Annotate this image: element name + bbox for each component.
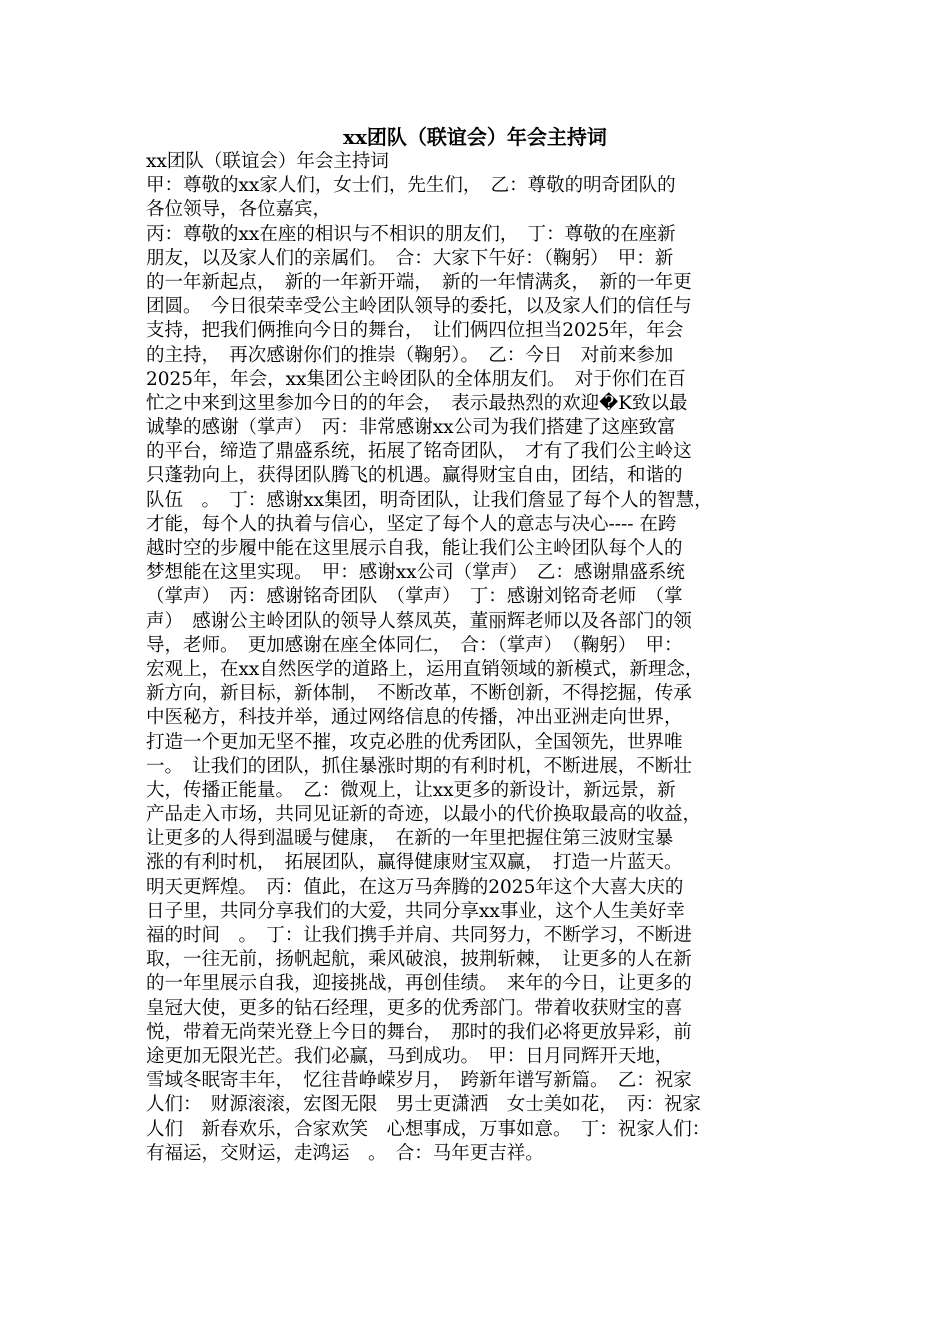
body-text-line: 队伍 。 丁：感谢xx集团，明奇团队，让我们詹显了每个人的智慧， [146, 489, 713, 511]
body-text-line: 人们： 财源滚滚，宏图无限 男士更潇洒 女士美如花， 丙：祝家 [146, 1094, 702, 1116]
body-text-line: 明天更辉煌。 丙：值此，在这万马奔腾的2025年这个大喜大庆的 [146, 876, 684, 898]
body-text-line: 宏观上，在xx自然医学的道路上，运用直销领域的新模式，新理念， [146, 658, 704, 680]
body-text-line: 雪域冬眠寄丰年， 忆往昔峥嵘岁月， 跨新年谱写新篇。 乙：祝家 [146, 1070, 692, 1092]
body-text-line: 一。 让我们的团队，抓住暴涨时期的有利时机，不断进展，不断壮 [146, 755, 692, 777]
body-text-line: 涨的有利时机， 拓展团队，赢得健康财宝双赢， 打造一片蓝天。 [146, 852, 683, 874]
body-text-line: 只蓬勃向上，获得团队腾飞的机遇。赢得财宝自由，团结，和谐的 [146, 465, 683, 487]
document-body [146, 150, 816, 1166]
document-title: xx团队（联谊会）年会主持词 [343, 125, 607, 149]
body-text-line: 中医秘方，科技并举，通过网络信息的传播，冲出亚洲走向世界， [146, 707, 683, 729]
body-text-line: 忙之中来到这里参加今日的的年会， 表示最热烈的欢迎�K致以最 [146, 392, 688, 414]
body-text-line: 打造一个更加无坚不摧，攻克必胜的优秀团队，全国领先，世界唯 [146, 731, 683, 753]
body-text-line: 途更加无限光芒。我们必赢，马到成功。 甲：日月同辉开天地， [146, 1045, 674, 1067]
body-text-line: （掌声） 丙：感谢铭奇团队 （掌声） 丁：感谢刘铭奇老师 （掌 [146, 586, 683, 608]
body-text-line: 丙：尊敬的xx在座的相识与不相识的朋友们， 丁：尊敬的在座新 [146, 223, 676, 245]
body-text-line: 悦，带着无尚荣光登上今日的舞台， 那时的我们必将更放异彩，前 [146, 1021, 692, 1043]
body-text-line: 声） 感谢公主岭团队的领导人蔡凤英，董丽辉老师以及各部门的领 [146, 610, 692, 632]
body-text-line: 越时空的步履中能在这里展示自我，能让我们公主岭团队每个人的 [146, 538, 683, 559]
body-text-line: 新方向，新目标，新体制， 不断改革，不断创新，不得挖掘，传承 [146, 683, 692, 705]
body-text-line: 福的时间 。 丁：让我们携手并肩、共同努力，不断学习，不断进 [146, 925, 692, 946]
body-text-line: 让更多的人得到温暖与健康， 在新的一年里把握住第三波财宝暴 [146, 828, 674, 850]
body-text-line: 的平台，缔造了鼎盛系统，拓展了铭奇团队， 才有了我们公主岭这 [146, 441, 692, 463]
body-text-line: 的一年新起点， 新的一年新开端， 新的一年情满炙， 新的一年更 [146, 271, 692, 293]
body-text-line: 团圆。 今日很荣幸受公主岭团队领导的委托，以及家人们的信任与 [146, 296, 692, 318]
body-text-line: 甲：尊敬的xx家人们，女士们，先生们， 乙：尊敬的明奇团队的 [146, 175, 676, 197]
body-text-line: 有福运，交财运，走鸿运 。 合：马年更吉祥。 [146, 1142, 544, 1164]
body-text-line: 皇冠大使，更多的钻石经理，更多的优秀部门。带着收获财宝的喜 [146, 997, 683, 1019]
body-text-line: 大，传播正能量。 乙：微观上，让xx更多的新设计，新远景，新 [146, 779, 676, 801]
body-text-line: 才能，每个人的执着与信心，坚定了每个人的意志与决心---- 在跨 [146, 513, 677, 535]
body-text-line: 2025年，年会，xx集团公主岭团队的全体朋友们。 对于你们在百 [146, 368, 686, 390]
body-text-line: 日子里，共同分享我们的大爱，共同分享xx事业，这个人生美好幸 [146, 900, 685, 922]
body-text-line: 支持，把我们俩推向今日的舞台， 让们俩四位担当2025年，年会 [146, 320, 684, 342]
body-text-line: 梦想能在这里实现。 甲：感谢xx公司（掌声） 乙：感谢鼎盛系统 [146, 562, 685, 584]
body-text-line: 导，老师。 更加感谢在座全体同仁， 合：（掌声） （鞠躬） 甲： [146, 634, 683, 656]
body-text-line: 各位领导，各位嘉宾， [146, 199, 332, 221]
body-text-line: 朋友，以及家人们的亲属们。 合：大家下午好：（鞠躬） 甲：新 [146, 247, 674, 269]
body-text-line: 的主持， 再次感谢你们的推崇（鞠躬）。 乙：今日 对前来参加 [146, 344, 674, 366]
body-text-line: 的一年里展示自我，迎接挑战，再创佳绩。 来年的今日，让更多的 [146, 973, 692, 995]
body-text-line: 取，一往无前，扬帆起航，乘风破浪，披荆斩棘， 让更多的人在新 [146, 949, 692, 971]
body-text-line: 人们 新春欢乐，合家欢笑 心想事成，万事如意。 丁：祝家人们： [146, 1118, 711, 1140]
body-text-line: xx团队（联谊会）年会主持词 [146, 151, 389, 172]
body-text-line: 诚挚的感谢（掌声） 丙：非常感谢xx公司为我们搭建了这座致富 [146, 417, 676, 439]
body-text-line: 产品走入市场，共同见证新的奇迹，以最小的代价换取最高的收益， [146, 804, 702, 826]
